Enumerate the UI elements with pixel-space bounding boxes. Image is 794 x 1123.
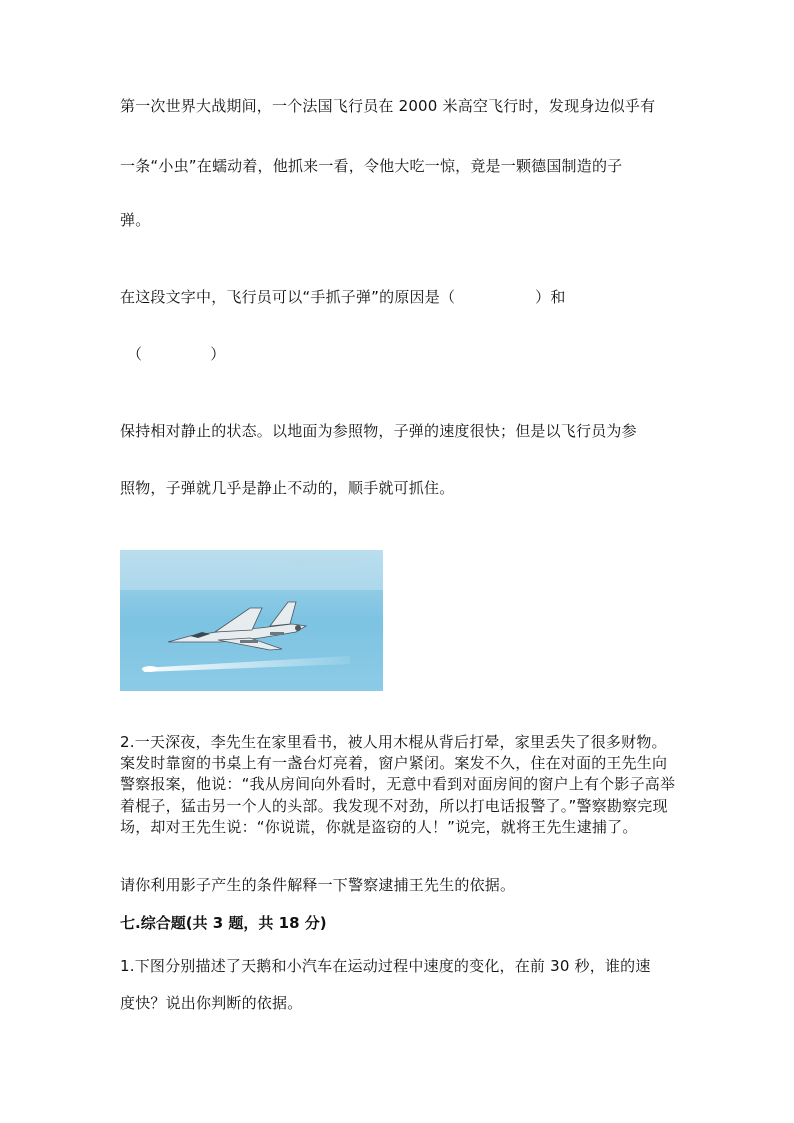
passage-line-1: 第一次世界大战期间，一个法国飞行员在 2000 米高空飞行时，发现身边似乎有 xyxy=(120,97,656,115)
fighter-jet-photo xyxy=(120,550,383,691)
answer-line-2: 照物，子弹就几乎是静止不动的，顺手就可抓住。 xyxy=(120,479,455,497)
paren-close: ） xyxy=(210,345,226,363)
question-3-line-1: 1.下图分别描述了天鹅和小汽车在运动过程中速度的变化，在前 30 秒，谁的速 xyxy=(120,957,651,975)
question-1-text: 在这段文字中，飞行员可以“手抓子弹”的原因是（ xyxy=(120,288,456,306)
question-3-line-2: 度快？说出你判断的依据。 xyxy=(120,994,303,1012)
question-1-mid: ）和 xyxy=(535,288,566,306)
question-2-prompt: 请你利用影子产生的条件解释一下警察逮捕王先生的依据。 xyxy=(120,876,516,894)
passage-line-2: 一条“小虫”在蠕动着，他抓来一看，令他大吃一惊，竟是一颗德国制造的子 xyxy=(120,157,623,175)
passage-line-3: 弹。 xyxy=(120,211,151,229)
paren-open: （ xyxy=(127,345,143,363)
question-1-line xyxy=(120,287,566,307)
answer-line-1: 保持相对静止的状态。以地面为参照物，子弹的速度很快；但是以飞行员为参 xyxy=(120,422,637,440)
question-1-second-blank xyxy=(127,344,225,364)
question-2-body: 2.一天深夜，李先生在家里看书，被人用木棍从背后打晕，家里丢失了很多财物。案发时靠窗的书桌上有一盏台灯亮着，窗户紧闭。案发不久，住在对面的王先生向警察报案，他说：“我从房间向外看时，无意中看到对面房间的窗户上有个影子高举着棍子，猛击另一个人的头部。我发现不对劲，所以打电话报警了。”警察勘察完现场，却对王先生说：“你说谎，你就是盗窃的人！”说完，就将王先生逮捕了。 xyxy=(120,733,676,836)
section-7-title: 七.综合题(共 3 题，共 18 分) xyxy=(120,914,327,932)
